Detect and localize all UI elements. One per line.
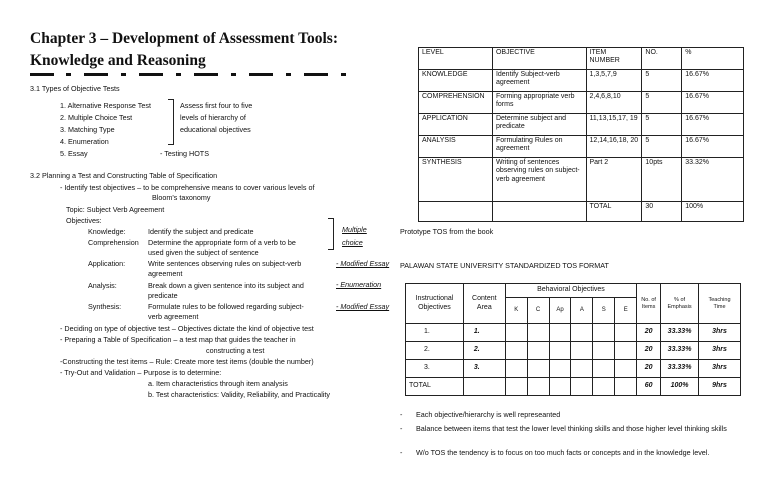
table2-heading: PALAWAN STATE UNIVERSITY STANDARDIZED TOS FORMAT bbox=[400, 261, 609, 270]
bracket bbox=[168, 99, 174, 145]
label-modified-essay: - Modified Essay bbox=[336, 302, 390, 311]
cell: Determine subject and predicate bbox=[492, 114, 586, 136]
objective-level: Knowledge: bbox=[88, 227, 126, 236]
label-choice: choice bbox=[342, 238, 363, 247]
table-caption: Prototype TOS from the book bbox=[400, 227, 494, 236]
header-cell: ITEM NUMBER bbox=[586, 48, 642, 70]
label-enumeration: - Enumeration bbox=[336, 280, 382, 289]
table-header-row bbox=[419, 48, 744, 70]
cell: 2,4,6,8,10 bbox=[586, 92, 642, 114]
test-type-item: 5. Essay bbox=[60, 149, 88, 158]
step: - Try-Out and Validation – Purpose is to determine: bbox=[60, 368, 222, 377]
step: -Constructing the test items – Rule: Create more test items (double the number) bbox=[60, 357, 314, 366]
cell: 2. bbox=[463, 342, 505, 360]
objective-text: Determine the appropriate form of a verb to be bbox=[148, 238, 296, 247]
note-item: W/o TOS the tendency is to focus on too much facts or concepts and in the knowledge level. bbox=[416, 448, 710, 457]
header-time: Teaching Time bbox=[699, 284, 741, 324]
test-type-item: 1. Alternative Response Test bbox=[60, 101, 151, 110]
cell: 3hrs bbox=[699, 342, 741, 360]
behavior-col: S bbox=[593, 298, 615, 324]
behavior-col: C bbox=[527, 298, 549, 324]
cell: TOTAL bbox=[406, 378, 464, 396]
header-cell: % bbox=[682, 48, 744, 70]
objective-text: agreement bbox=[148, 269, 183, 278]
objective-level: Comprehension bbox=[88, 238, 139, 247]
objective-text: Formulate rules to be followed regarding subject- bbox=[148, 302, 304, 311]
header-cell: LEVEL bbox=[419, 48, 493, 70]
identify-objectives: - Identify test objectives – to be comprehensive means to cover various levels of bbox=[60, 183, 315, 192]
bullet-dash: - bbox=[400, 410, 403, 419]
step-sub: a. Item characteristics through item analysis bbox=[148, 379, 288, 388]
cell: 30 bbox=[642, 202, 682, 222]
cell: TOTAL bbox=[586, 202, 642, 222]
types-note: educational objectives bbox=[180, 125, 251, 134]
cell: COMPREHENSION bbox=[419, 92, 493, 114]
step: - Preparing a Table of Specification – a test map that guides the teacher in bbox=[60, 335, 296, 344]
cell: 2. bbox=[406, 342, 464, 360]
behavior-col: K bbox=[505, 298, 527, 324]
section-32-heading: 3.2 Planning a Test and Constructing Table of Specification bbox=[30, 171, 218, 180]
cell: 20 bbox=[637, 342, 661, 360]
cell: 10pts bbox=[642, 158, 682, 202]
objective-text: predicate bbox=[148, 291, 178, 300]
objective-level: Synthesis: bbox=[88, 302, 122, 311]
step-sub: b. Test characteristics: Validity, Reliability, and Practicality bbox=[148, 390, 331, 399]
behavior-col: Ap bbox=[549, 298, 571, 324]
cell bbox=[492, 202, 586, 222]
header-cell: NO. bbox=[642, 48, 682, 70]
bullet-dash: - bbox=[400, 424, 403, 433]
header-items: No. of Items bbox=[637, 284, 661, 324]
label-modified-essay: - Modified Essay bbox=[336, 259, 390, 268]
cell: 9hrs bbox=[699, 378, 741, 396]
cell: 1,3,5,7,9 bbox=[586, 70, 642, 92]
cell: 12,14,16,18, 20 bbox=[586, 136, 642, 158]
cell: 33.33% bbox=[661, 342, 699, 360]
test-type-item: 3. Matching Type bbox=[60, 125, 115, 134]
bullet-dash: - bbox=[400, 448, 403, 457]
cell: 60 bbox=[637, 378, 661, 396]
cell: APPLICATION bbox=[419, 114, 493, 136]
objective-text: verb agreement bbox=[148, 312, 199, 321]
header-instructional: Instructional Objectives bbox=[406, 284, 464, 324]
header-behavioral: Behavioral Objectives bbox=[505, 284, 636, 298]
cell: 5 bbox=[642, 136, 682, 158]
title-line-2: Knowledge and Reasoning bbox=[30, 52, 206, 69]
objective-level: Application: bbox=[88, 259, 126, 268]
cell: 20 bbox=[637, 324, 661, 342]
table-row bbox=[406, 342, 741, 360]
label-multiple: Multiple bbox=[342, 225, 367, 234]
cell: 100% bbox=[682, 202, 744, 222]
tos-standard-table bbox=[405, 283, 741, 396]
objective-text: Identify the subject and predicate bbox=[148, 227, 254, 236]
behavior-col: E bbox=[615, 298, 637, 324]
table-row bbox=[406, 360, 741, 378]
table-total-row bbox=[419, 202, 744, 222]
cell: KNOWLEDGE bbox=[419, 70, 493, 92]
cell bbox=[463, 378, 505, 396]
cell: 3. bbox=[463, 360, 505, 378]
table-row bbox=[406, 324, 741, 342]
cell: 11,13,15,17, 19 bbox=[586, 114, 642, 136]
header-cell: OBJECTIVE bbox=[492, 48, 586, 70]
cell: Forming appropriate verb forms bbox=[492, 92, 586, 114]
cell: SYNTHESIS bbox=[419, 158, 493, 202]
behavior-col: A bbox=[571, 298, 593, 324]
cell: Identify Subject-verb agreement bbox=[492, 70, 586, 92]
tos-prototype-table bbox=[418, 47, 744, 222]
header-content-area: Content Area bbox=[463, 284, 505, 324]
cell bbox=[419, 202, 493, 222]
table-row bbox=[419, 158, 744, 202]
objectives-label: Objectives: bbox=[66, 216, 102, 225]
note-item: Balance between items that test the lower level thinking skills and those higher level thinking skills bbox=[416, 424, 727, 433]
cell: 33.32% bbox=[682, 158, 744, 202]
types-note: levels of hierarchy of bbox=[180, 113, 246, 122]
cell: 5 bbox=[642, 70, 682, 92]
note-item: Each objective/hierarchy is well represeanted bbox=[416, 410, 561, 419]
cell: 1. bbox=[406, 324, 464, 342]
cell: 5 bbox=[642, 92, 682, 114]
types-note: Assess first four to five bbox=[180, 101, 253, 110]
cell: 16.67% bbox=[682, 92, 744, 114]
cell: 3. bbox=[406, 360, 464, 378]
cell: ANALYSIS bbox=[419, 136, 493, 158]
title-line-1: Chapter 3 – Development of Assessment Tools: bbox=[30, 30, 338, 47]
objective-text: Break down a given sentence into its subject and bbox=[148, 281, 304, 290]
table-row bbox=[419, 136, 744, 158]
header-emphasis: % of Emphasis bbox=[661, 284, 699, 324]
test-type-item: 2. Multiple Choice Test bbox=[60, 113, 133, 122]
table-header-row bbox=[406, 284, 741, 298]
essay-note: - Testing HOTS bbox=[160, 149, 209, 158]
cell: 3hrs bbox=[699, 360, 741, 378]
cell: 16.67% bbox=[682, 114, 744, 136]
cell: 100% bbox=[661, 378, 699, 396]
test-type-item: 4. Enumeration bbox=[60, 137, 109, 146]
table-total-row bbox=[406, 378, 741, 396]
cell: 5 bbox=[642, 114, 682, 136]
step-cont: constructing a test bbox=[206, 346, 265, 355]
objective-text: Write sentences observing rules on subject-verb bbox=[148, 259, 302, 268]
bracket bbox=[328, 218, 334, 250]
page-title bbox=[30, 28, 338, 72]
step: - Deciding on type of objective test – Objectives dictate the kind of objective test bbox=[60, 324, 314, 333]
cell: 3hrs bbox=[699, 324, 741, 342]
cell: Writing of sentences observing rules on subject-verb agreement bbox=[492, 158, 586, 202]
section-31-heading: 3.1 Types of Objective Tests bbox=[30, 84, 120, 93]
table-row bbox=[419, 114, 744, 136]
objective-level: Analysis: bbox=[88, 281, 117, 290]
cell: Part 2 bbox=[586, 158, 642, 202]
cell: 16.67% bbox=[682, 70, 744, 92]
cell: 20 bbox=[637, 360, 661, 378]
objective-text: used given the subject of sentence bbox=[148, 248, 259, 257]
identify-objectives-cont: Bloom's taxonomy bbox=[152, 193, 211, 202]
cell: 1. bbox=[463, 324, 505, 342]
cell: Formulating Rules on agreement bbox=[492, 136, 586, 158]
table-row bbox=[419, 92, 744, 114]
table-row bbox=[419, 70, 744, 92]
cell: 33.33% bbox=[661, 324, 699, 342]
cell: 16.67% bbox=[682, 136, 744, 158]
cell: 33.33% bbox=[661, 360, 699, 378]
topic: Topic: Subject Verb Agreement bbox=[66, 205, 165, 214]
